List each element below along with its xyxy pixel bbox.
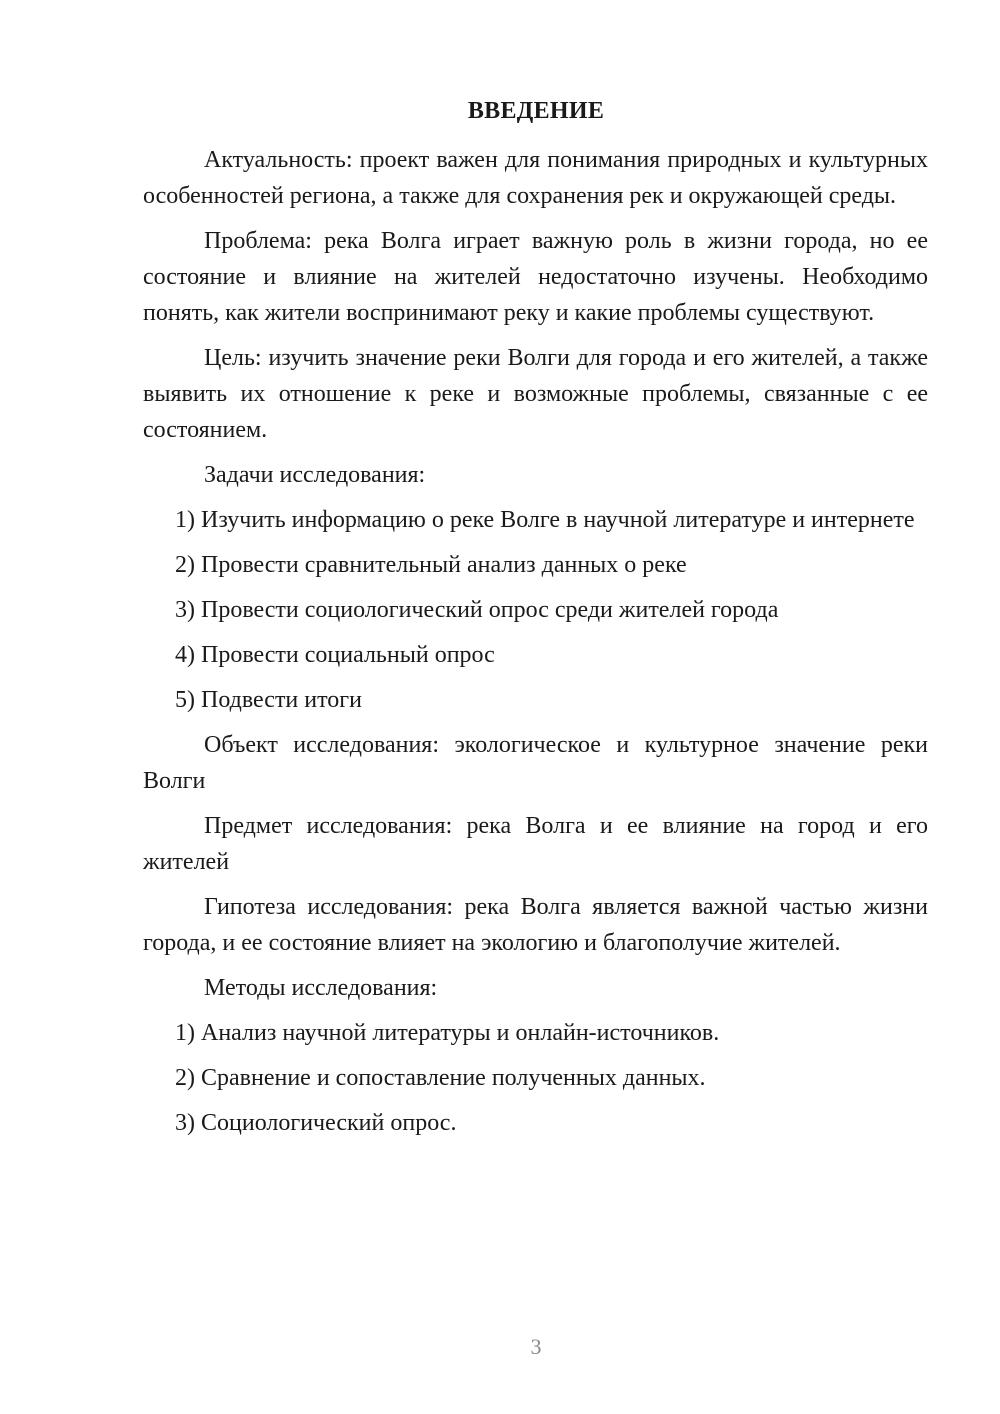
task-item-5: 5) Подвести итоги [175,687,362,713]
task-item-4: 4) Провести социальный опрос [175,642,495,668]
paragraph-tasks-heading: Задачи исследования: [204,462,426,488]
task-item-1: 1) Изучить информацию о реке Волге в научной литературе и интернете [175,507,915,533]
paragraph-hypothesis: Гипотеза исследования: река Волга является важной частью жизни города, и ее состояние влияет на экологию и благополучие жителей. [143,894,928,956]
paragraph-object: Объект исследования: экологическое и культурное значение реки Волги [143,732,928,794]
paragraph-relevance: Актуальность: проект важен для понимания природных и культурных особенностей региона, а также для сохранения рек и окружающей среды. [143,147,928,209]
page-title: ВВЕДЕНИЕ [467,98,605,124]
method-item-3: 3) Социологический опрос. [175,1110,457,1136]
paragraph-subject: Предмет исследования: река Волга и ее влияние на город и его жителей [143,813,928,875]
paragraph-problem: Проблема: река Волга играет важную роль в жизни города, но ее состояние и влияние на жителей недостаточно изучены. Необходимо понять, как жители воспринимают реку и какие проблемы существуют. [143,228,928,326]
page-number: 3 [530,1334,542,1359]
task-item-2: 2) Провести сравнительный анализ данных о реке [175,552,687,578]
method-item-1: 1) Анализ научной литературы и онлайн-источников. [175,1020,720,1046]
task-item-3: 3) Провести социологический опрос среди жителей города [175,597,779,623]
method-item-2: 2) Сравнение и сопоставление полученных данных. [175,1065,706,1091]
document-body [143,142,928,1150]
paragraph-goal: Цель: изучить значение реки Волги для города и его жителей, а также выявить их отношение к реке и возможные проблемы, связанные с ее состоянием. [143,345,928,443]
paragraph-methods-heading: Методы исследования: [204,975,438,1001]
